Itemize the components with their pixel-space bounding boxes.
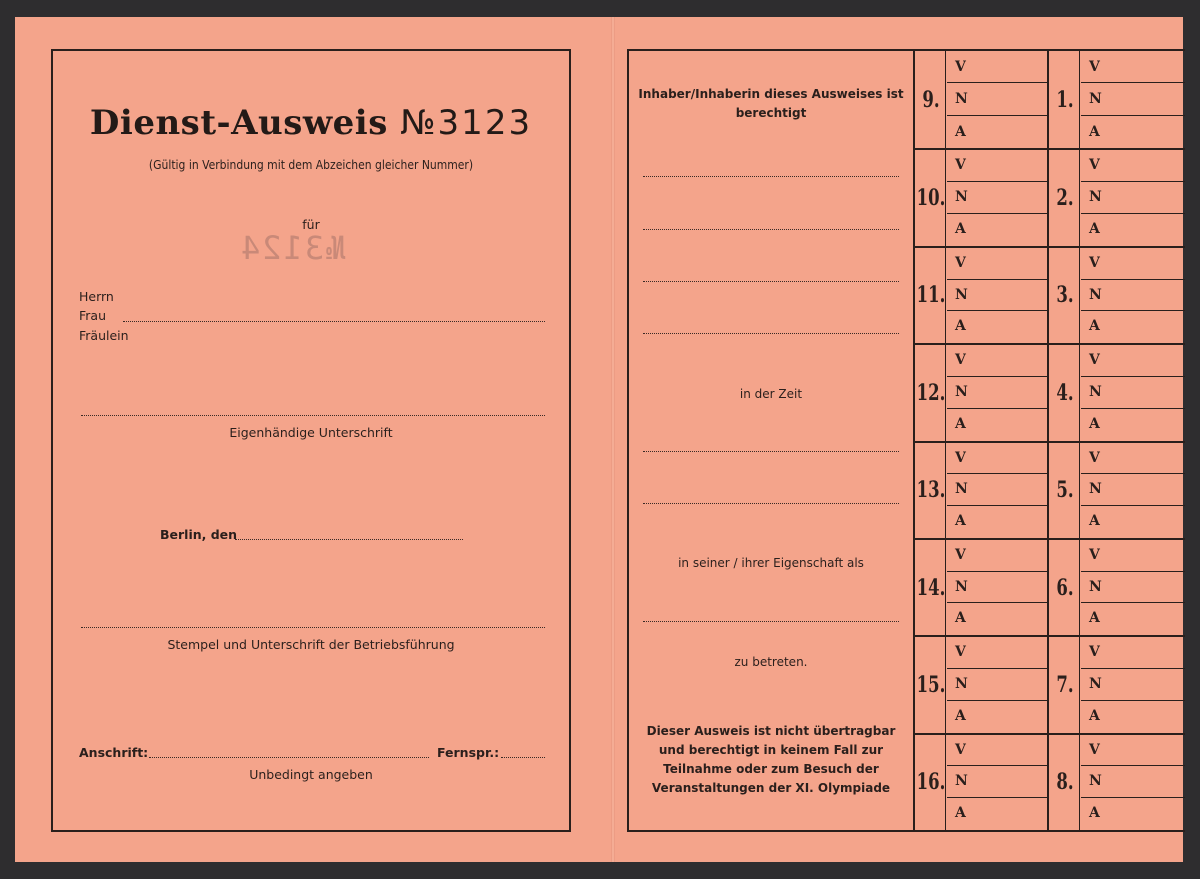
cell-divider [1079, 637, 1080, 732]
zone-sub-cell[interactable]: V [947, 637, 1047, 669]
zone-row [913, 51, 1185, 148]
zone-row [913, 441, 1185, 538]
zone-number: 6. [1056, 574, 1074, 601]
front-panel [51, 49, 571, 832]
zone-row [913, 733, 1185, 830]
signature-line[interactable] [81, 415, 545, 416]
zone-sub-cell[interactable]: V [947, 150, 1047, 182]
entry-line-1[interactable] [643, 176, 899, 177]
row-divider [913, 443, 915, 538]
cell-divider [1079, 248, 1080, 343]
column-divider [1047, 735, 1049, 830]
title-word: Dienst-Ausweis [89, 103, 388, 143]
zone-sub-cell[interactable]: N [947, 669, 1047, 701]
zone-sub-cell[interactable]: N [1081, 766, 1185, 798]
column-divider [1047, 51, 1049, 148]
zone-sub-cell[interactable]: N [947, 572, 1047, 604]
pass-card [15, 17, 1183, 862]
mandatory-note: Unbedingt angeben [249, 767, 373, 782]
cell-divider [945, 540, 946, 635]
entry-line-7[interactable] [643, 621, 899, 622]
zone-number: 5. [1056, 477, 1074, 504]
zone-row [913, 635, 1185, 732]
column-divider [1047, 345, 1049, 440]
zone-row [913, 538, 1185, 635]
to-enter-text: zu betreten. [734, 655, 808, 669]
date-line[interactable] [235, 539, 463, 540]
column-divider [1047, 248, 1049, 343]
zone-number: 14. [916, 574, 946, 601]
stamp-label: Stempel und Unterschrift der Betriebsführung [167, 637, 455, 652]
zone-row [913, 148, 1185, 245]
salutation-fraeulein: Fräulein [79, 328, 129, 343]
cell-divider [945, 345, 946, 440]
zone-sub-cell[interactable]: A [1089, 707, 1100, 724]
fold-line [611, 17, 615, 862]
row-divider [913, 150, 915, 245]
zone-sub-cell[interactable]: V [947, 735, 1047, 767]
zone-sub-cell[interactable]: A [955, 513, 966, 530]
zone-sub-cell[interactable]: A [955, 805, 966, 822]
pass-title [53, 103, 569, 143]
zone-row [913, 246, 1185, 343]
zone-sub-cell[interactable]: V [947, 540, 1047, 572]
zone-sub-cell[interactable]: V [1081, 51, 1185, 83]
entry-line-3[interactable] [643, 281, 899, 282]
pass-number: №3123 [400, 103, 533, 143]
cell-divider [1079, 735, 1080, 830]
zone-sub-cell[interactable]: N [1081, 377, 1185, 409]
zone-sub-cell[interactable]: N [1081, 280, 1185, 312]
zone-number: 7. [1056, 671, 1074, 698]
zone-sub-cell[interactable]: V [1081, 637, 1185, 669]
salutation-frau: Frau [79, 308, 107, 323]
column-divider [1047, 150, 1049, 245]
zone-number: 8. [1056, 769, 1074, 796]
zone-sub-cell[interactable]: V [1081, 150, 1185, 182]
signature-label: Eigenhändige Unterschrift [229, 425, 393, 440]
zone-sub-cell[interactable]: N [947, 474, 1047, 506]
zone-sub-cell[interactable]: A [1089, 805, 1100, 822]
zone-sub-cell[interactable]: A [1089, 513, 1100, 530]
column-divider [1047, 637, 1049, 732]
zone-number: 3. [1056, 282, 1074, 309]
zone-sub-cell[interactable]: V [1081, 540, 1185, 572]
row-divider [913, 637, 915, 732]
zone-sub-cell[interactable]: N [1081, 474, 1185, 506]
row-divider [913, 345, 915, 440]
cell-divider [945, 637, 946, 732]
stamped-number: №3124 [239, 229, 346, 267]
column-divider [1047, 443, 1049, 538]
zone-sub-cell[interactable]: N [947, 766, 1047, 798]
zone-number: 2. [1056, 185, 1074, 212]
zone-sub-cell[interactable]: A [955, 707, 966, 724]
zone-sub-cell[interactable]: N [1081, 572, 1185, 604]
zone-sub-cell[interactable]: N [1081, 83, 1185, 115]
zone-grid [913, 51, 1185, 830]
zone-sub-cell[interactable]: N [947, 377, 1047, 409]
fuer-label: für [302, 217, 320, 232]
city-label: Berlin, den [160, 527, 238, 542]
cell-divider [1079, 443, 1080, 538]
zone-sub-cell[interactable]: V [1081, 248, 1185, 280]
zone-number: 4. [1056, 379, 1074, 406]
zone-sub-cell[interactable]: A [955, 610, 966, 627]
cell-divider [945, 443, 946, 538]
cell-divider [945, 150, 946, 245]
zone-number: 16. [916, 769, 946, 796]
zone-sub-cell[interactable]: N [947, 182, 1047, 214]
zone-sub-cell[interactable]: N [1081, 182, 1185, 214]
zone-number: 10. [916, 185, 946, 212]
holder-entitled-text: Inhaber/Inhaberin dieses Ausweises ist berechtigt [638, 87, 904, 120]
zone-sub-cell[interactable]: V [1081, 443, 1185, 475]
zone-sub-cell[interactable]: V [947, 248, 1047, 280]
zone-sub-cell[interactable]: A [955, 123, 966, 140]
entry-line-2[interactable] [643, 229, 899, 230]
zone-number: 13. [916, 477, 946, 504]
column-divider [1047, 540, 1049, 635]
zone-sub-cell[interactable]: V [947, 345, 1047, 377]
cell-divider [945, 735, 946, 830]
entry-line-6[interactable] [643, 503, 899, 504]
row-divider [913, 735, 915, 830]
validity-note: (Gültig in Verbindung mit dem Abzeichen gleicher Nummer) [148, 158, 474, 172]
zone-sub-cell[interactable]: N [1081, 669, 1185, 701]
cell-divider [945, 51, 946, 148]
capacity-text: in seiner / ihrer Eigenschaft als [678, 556, 864, 570]
entry-line-5[interactable] [643, 451, 899, 452]
row-divider [913, 51, 915, 148]
zone-row [913, 343, 1185, 440]
cell-divider [1079, 345, 1080, 440]
address-label: Anschrift: [79, 745, 149, 760]
phone-line[interactable] [501, 757, 545, 758]
cell-divider [1079, 51, 1080, 148]
zone-sub-cell[interactable]: A [955, 220, 966, 237]
phone-label: Fernspr.: [437, 745, 500, 760]
zone-sub-cell[interactable]: V [1081, 345, 1185, 377]
zone-sub-cell[interactable]: N [947, 280, 1047, 312]
salutation-herrn: Herrn [79, 289, 114, 304]
zone-sub-cell[interactable]: V [947, 51, 1047, 83]
cell-divider [945, 248, 946, 343]
zone-sub-cell[interactable]: A [1089, 220, 1100, 237]
zone-number: 15. [916, 671, 946, 698]
zone-sub-cell[interactable]: V [1081, 735, 1185, 767]
notice-text: Dieser Ausweis ist nicht übertragbar und berechtigt in keinem Fall zur Teilnahme oder zum Besuch der Veranstaltungen der XI. Olympiade [646, 724, 896, 795]
zone-sub-cell[interactable]: A [1089, 610, 1100, 627]
cell-divider [1079, 540, 1080, 635]
entry-line-4[interactable] [643, 333, 899, 334]
zone-sub-cell[interactable]: A [1089, 415, 1100, 432]
row-divider [913, 540, 915, 635]
name-line[interactable] [123, 321, 545, 322]
cell-divider [1079, 150, 1080, 245]
zone-sub-cell[interactable]: A [1089, 123, 1100, 140]
zone-sub-cell[interactable]: A [955, 415, 966, 432]
zone-number: 9. [922, 86, 940, 113]
zone-sub-cell[interactable]: V [947, 443, 1047, 475]
stamp-line[interactable] [81, 627, 545, 628]
row-divider [913, 248, 915, 343]
address-line[interactable] [149, 757, 429, 758]
zone-number: 12. [916, 379, 946, 406]
zone-sub-cell[interactable]: N [947, 83, 1047, 115]
zone-number: 11. [916, 282, 946, 309]
back-panel [627, 49, 1185, 832]
in-time-text: in der Zeit [739, 387, 803, 401]
zone-sub-cell[interactable]: A [1089, 318, 1100, 335]
zone-sub-cell[interactable]: A [955, 318, 966, 335]
zone-number: 1. [1056, 86, 1074, 113]
